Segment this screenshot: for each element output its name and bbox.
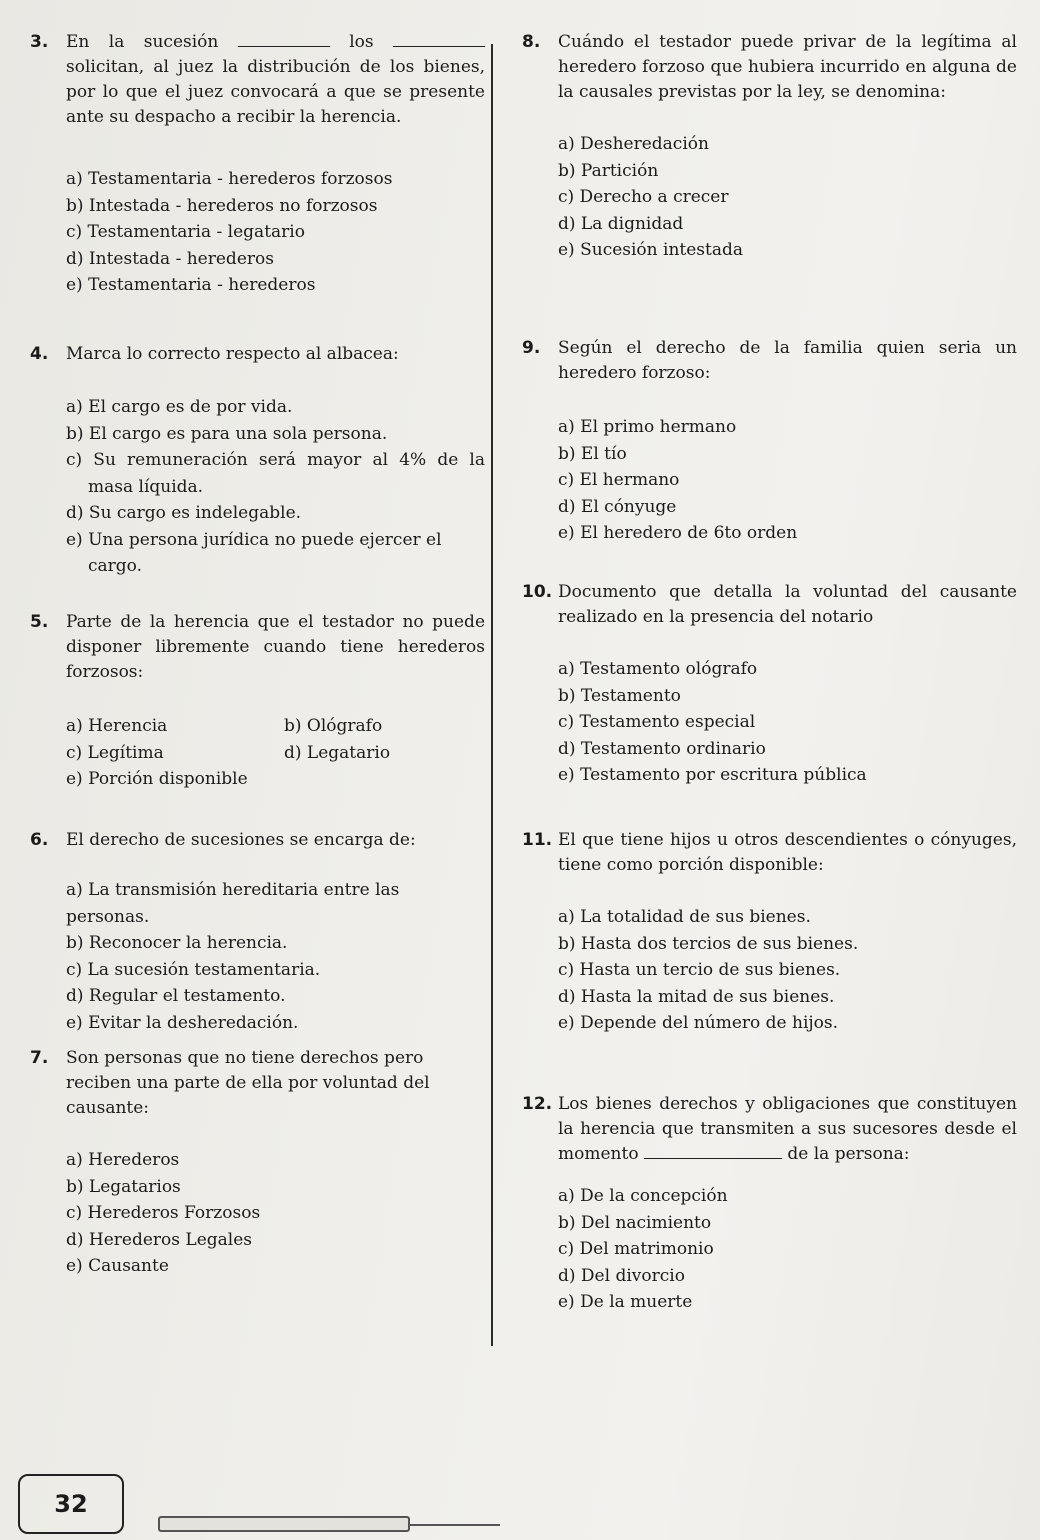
question-number: 10. xyxy=(522,582,553,602)
options-list xyxy=(522,904,1017,1037)
question-8-stem: 8. Cuándo el testador puede privar de la legítima al heredero forzoso que hubiera incurrido en alguna de la causales previstas por la ley, se denomina: xyxy=(522,32,1017,102)
question-11-stem: 11. El que tiene hijos u otros descendientes o cónyuges, tiene como porción disponible: xyxy=(522,830,1017,875)
option-d[interactable]: d) Del divorcio xyxy=(558,1265,685,1286)
option-d[interactable]: d) Legatario xyxy=(284,742,391,763)
question-11 xyxy=(522,828,1017,1037)
option-b[interactable]: b) El tío xyxy=(558,443,627,464)
option-c[interactable]: c) Testamento especial xyxy=(558,712,756,732)
options-list xyxy=(522,1183,1017,1316)
fill-blank[interactable] xyxy=(238,33,330,47)
question-3 xyxy=(30,30,485,299)
question-number: 8. xyxy=(522,32,541,52)
question-number: 7. xyxy=(30,1048,49,1068)
question-4 xyxy=(30,342,485,580)
option-e[interactable]: e) Sucesión intestada xyxy=(558,240,744,260)
question-3-stem: 3. En la sucesión los solicitan, al juez la distribución de los bienes, por lo que el juez convocará a que se presente ante su despacho a recibir la herencia. xyxy=(30,32,486,127)
footer-rule xyxy=(410,1524,500,1526)
options-list xyxy=(522,131,1017,264)
footer-bar xyxy=(158,1516,410,1532)
option-b[interactable]: b) Legatarios xyxy=(66,1176,181,1197)
question-number: 9. xyxy=(522,338,541,358)
option-a[interactable]: a) El primo hermano xyxy=(558,417,737,437)
question-number: 12. xyxy=(522,1094,553,1114)
option-a[interactable]: a) De la concepción xyxy=(558,1186,728,1206)
options-grid xyxy=(30,713,485,793)
option-e[interactable]: e) Una persona jurídica no puede ejercer el cargo. xyxy=(66,529,442,576)
question-6 xyxy=(30,828,485,1036)
option-d[interactable]: d) Regular el testamento. xyxy=(66,986,286,1006)
question-10 xyxy=(522,580,1017,789)
option-d[interactable]: d) La dignidad xyxy=(558,213,684,234)
option-b[interactable]: b) Ológrafo xyxy=(284,716,383,736)
question-12-stem: 12. Los bienes derechos y obligaciones que constituyen la herencia que transmiten a sus sucesores desde el momento de la persona: xyxy=(522,1094,1017,1164)
option-a[interactable]: a) La transmisión hereditaria entre las personas. xyxy=(66,880,400,927)
question-9 xyxy=(522,336,1017,547)
fill-blank[interactable] xyxy=(644,1145,782,1159)
option-d[interactable]: d) Su cargo es indelegable. xyxy=(66,503,302,523)
option-d[interactable]: d) Testamento ordinario xyxy=(558,738,766,759)
option-c[interactable]: c) Herederos Forzosos xyxy=(66,1203,261,1223)
question-number: 4. xyxy=(30,344,49,364)
options-list xyxy=(30,166,485,299)
question-9-stem: 9. Según el derecho de la familia quien seria un heredero forzoso: xyxy=(522,338,1017,383)
option-e[interactable]: e) El heredero de 6to orden xyxy=(558,523,798,543)
option-e[interactable]: e) Testamentaria - herederos xyxy=(66,275,316,295)
question-5 xyxy=(30,610,485,793)
option-b[interactable]: b) Testamento xyxy=(558,685,681,706)
options-list xyxy=(30,394,485,580)
options-list xyxy=(522,656,1017,789)
options-list xyxy=(30,1147,485,1280)
question-number: 5. xyxy=(30,612,49,632)
option-b[interactable]: b) Hasta dos tercios de sus bienes. xyxy=(558,933,859,954)
option-d[interactable]: d) Herederos Legales xyxy=(66,1229,253,1250)
option-b[interactable]: b) Reconocer la herencia. xyxy=(66,933,288,953)
question-number: 11. xyxy=(522,830,553,850)
option-a[interactable]: a) Herencia xyxy=(66,716,168,736)
option-b[interactable]: b) Intestada - herederos no forzosos xyxy=(66,195,378,216)
question-7 xyxy=(30,1046,485,1280)
question-12 xyxy=(522,1092,1017,1316)
option-e[interactable]: e) Testamento por escritura pública xyxy=(558,765,867,785)
option-a[interactable]: a) Testamentaria - herederos forzosos xyxy=(66,169,393,189)
option-c[interactable]: c) Hasta un tercio de sus bienes. xyxy=(558,960,841,980)
question-7-stem: 7. Son personas que no tiene derechos pero reciben una parte de ella por voluntad del causante: xyxy=(30,1048,430,1118)
option-d[interactable]: d) Hasta la mitad de sus bienes. xyxy=(558,986,835,1007)
option-b[interactable]: b) El cargo es para una sola persona. xyxy=(66,423,388,444)
option-e[interactable]: e) Causante xyxy=(66,1256,169,1276)
option-c[interactable]: c) Derecho a crecer xyxy=(558,187,729,207)
option-e[interactable]: e) De la muerte xyxy=(558,1292,693,1312)
question-5-stem: 5. Parte de la herencia que el testador no puede disponer libremente cuando tiene herederos forzosos: xyxy=(30,612,485,682)
option-e[interactable]: e) Evitar la desheredación. xyxy=(66,1012,299,1033)
page-number: 32 xyxy=(18,1474,124,1534)
option-e[interactable]: e) Porción disponible xyxy=(66,769,248,789)
option-c[interactable]: c) Testamentaria - legatario xyxy=(66,222,305,242)
option-c[interactable]: c) Legítima xyxy=(66,742,164,763)
question-10-stem: 10. Documento que detalla la voluntad del causante realizado en la presencia del notario xyxy=(522,582,1017,627)
option-b[interactable]: b) Partición xyxy=(558,160,659,181)
option-d[interactable]: d) El cónyuge xyxy=(558,496,677,517)
options-list xyxy=(30,877,485,1036)
option-a[interactable]: a) Testamento ológrafo xyxy=(558,659,758,679)
option-e[interactable]: e) Depende del número de hijos. xyxy=(558,1013,839,1033)
options-list xyxy=(522,414,1017,547)
question-number: 6. xyxy=(30,830,49,850)
option-a[interactable]: a) El cargo es de por vida. xyxy=(66,397,293,417)
option-a[interactable]: a) La totalidad de sus bienes. xyxy=(558,907,811,927)
option-a[interactable]: a) Herederos xyxy=(66,1150,180,1170)
option-c[interactable]: c) Su remuneración será mayor al 4% de la masa líquida. xyxy=(66,450,485,497)
option-c[interactable]: c) Del matrimonio xyxy=(558,1239,714,1259)
option-d[interactable]: d) Intestada - herederos xyxy=(66,248,274,269)
fill-blank[interactable] xyxy=(393,33,485,47)
option-c[interactable]: c) La sucesión testamentaria. xyxy=(66,959,321,980)
question-number: 3. xyxy=(30,32,49,52)
question-6-stem: 6. El derecho de sucesiones se encarga de: xyxy=(30,828,485,853)
question-4-stem: 4. Marca lo correcto respecto al albacea: xyxy=(30,342,485,367)
column-divider xyxy=(491,44,493,1346)
option-a[interactable]: a) Desheredación xyxy=(558,134,709,154)
option-b[interactable]: b) Del nacimiento xyxy=(558,1212,712,1233)
question-8 xyxy=(522,30,1017,264)
option-c[interactable]: c) El hermano xyxy=(558,470,680,490)
